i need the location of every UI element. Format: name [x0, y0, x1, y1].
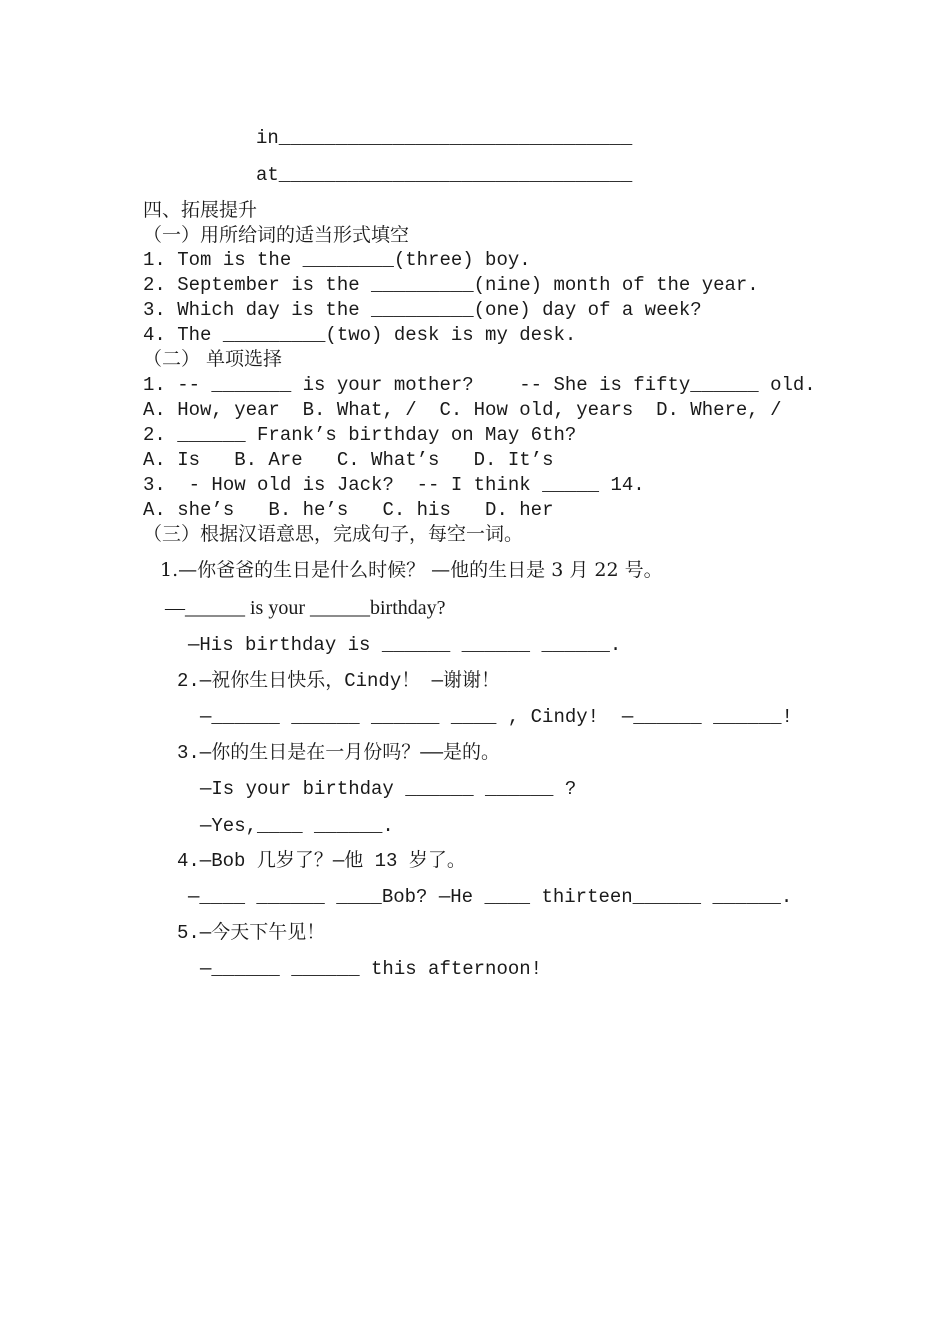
- part1-item: 3. Which day is the _________(one) day of a week?: [143, 299, 702, 321]
- part1-item: 2. September is the _________(nine) month of the year.: [143, 274, 759, 296]
- part2-line: A. Is B. Are C. What’s D. It’s: [143, 449, 554, 471]
- part3-line: —Yes,____ ______.: [200, 815, 394, 837]
- part3-line: 4.—Bob 几岁了？—他 13 岁了。: [177, 850, 466, 872]
- part2-line: 1. -- _______ is your mother? -- She is fifty______ old.: [143, 374, 816, 396]
- part3-line: 3.—你的生日是在一月份吗？——是的。: [177, 742, 501, 764]
- section-heading: 四、拓展提升: [143, 199, 258, 221]
- part3-line: 5.—今天下午见！: [177, 922, 326, 944]
- part3-line: —______ is your ______birthday?: [165, 597, 446, 619]
- part3-line: 2.—祝你生日快乐，Cindy！ —谢谢！: [177, 670, 501, 692]
- top-line-at: at_______________________________: [256, 164, 633, 186]
- part3-line: —______ ______ ______ ____ , Cindy! —______ ______!: [200, 706, 793, 728]
- part3-heading: （三）根据汉语意思，完成句子，每空一词。: [143, 523, 524, 545]
- part2-heading: （二） 单项选择: [143, 348, 283, 370]
- part3-line: —His birthday is ______ ______ ______.: [188, 634, 622, 656]
- part3-line: —______ ______ this afternoon!: [200, 958, 543, 980]
- top-line-in: in_______________________________: [256, 127, 633, 149]
- part2-line: 2. ______ Frank’s birthday on May 6th?: [143, 424, 577, 446]
- part3-line: —____ ______ ____Bob? —He ____ thirteen______ ______.: [188, 886, 793, 908]
- part1-item: 4. The _________(two) desk is my desk.: [143, 324, 577, 346]
- part1-item: 1. Tom is the ________(three) boy.: [143, 249, 531, 271]
- part2-line: 3. - How old is Jack? -- I think _____ 14.: [143, 474, 645, 496]
- part2-line: A. she’s B. he’s C. his D. her: [143, 499, 554, 521]
- part3-line: —Is your birthday ______ ______ ?: [200, 778, 577, 800]
- part2-line: A. How, year B. What, / C. How old, years D. Where, /: [143, 399, 782, 421]
- part3-line: 1.—你爸爸的生日是什么时候？ —他的生日是 3 月 22 号。: [160, 559, 663, 581]
- part1-heading: （一）用所给词的适当形式填空: [143, 224, 410, 246]
